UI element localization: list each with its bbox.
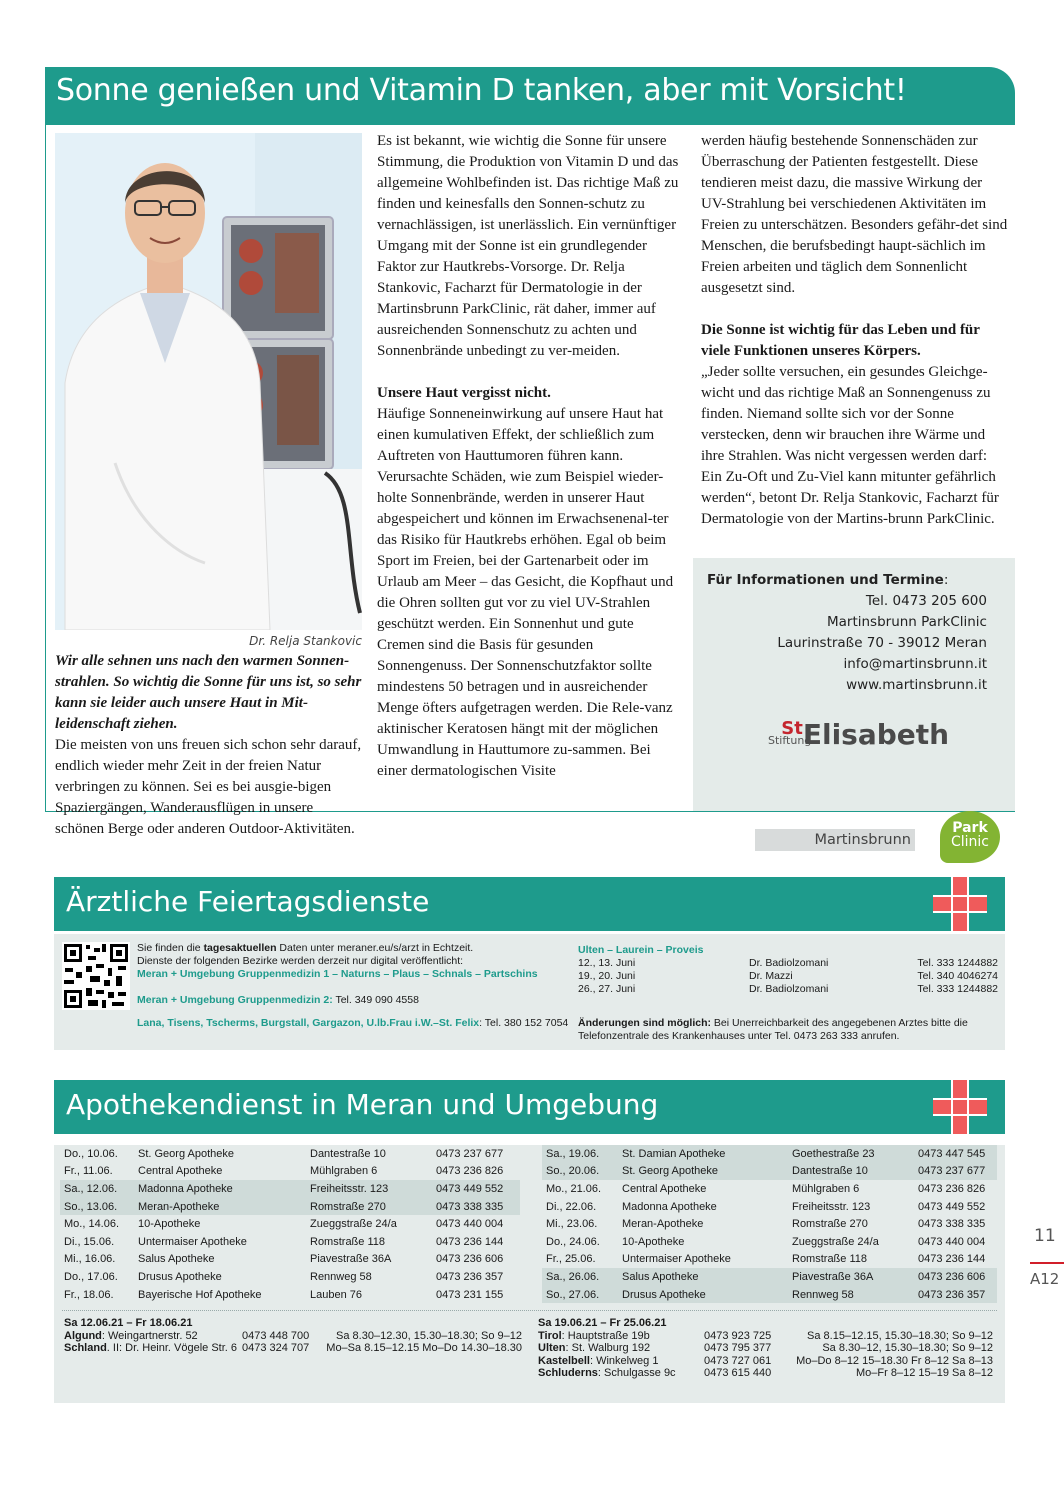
doctor-photo [55, 133, 362, 630]
pharmacy-name: St. Georg Apotheke [618, 1163, 788, 1181]
pharmacy-row [60, 1198, 520, 1216]
pharmacy-tel: 0473 449 552 [432, 1180, 520, 1198]
pharmacy-row [60, 1233, 520, 1251]
pharmacy-row [542, 1251, 997, 1269]
week-row: Schland. II: Dr. Heinr. Vögele Str. 6 0473 324 707 Mo–Sa 8.15–12.15 Mo–Do 14.30–18.30 [64, 1342, 522, 1354]
pharmacy-date: Mi., 16.06. [64, 1253, 116, 1266]
pharmacy-name: Salus Apotheke [138, 1253, 215, 1266]
pharmacy-street: Freiheitsstr. 123 [306, 1180, 432, 1198]
pharmacy-table-right [542, 1145, 997, 1303]
pharmacy-name: Salus Apotheke [618, 1268, 788, 1286]
article-paragraph: Die meisten von uns freuen sich schon sehr darauf, endlich wieder mehr Zeit in der freien Natur verbringen zu können. Sei es bei ausgie-bigen Spaziergängen, Wanderausflügen in unsere schönen Berge oder anderen Outdoor-Aktivitäten. [55, 737, 362, 837]
pharmacy-name: Untermaiser Apotheke [138, 1235, 247, 1248]
pharmacy-row [542, 1145, 997, 1163]
pharmacy-tel: 0473 440 004 [918, 1235, 986, 1248]
doctors-header [54, 877, 1005, 931]
week-hours: Mo–Sa 8.15–12.15 Mo–Do 14.30–18.30 [326, 1342, 522, 1354]
pharmacy-row [60, 1268, 520, 1286]
pharmacy-row [60, 1286, 520, 1304]
pharmacy-row [542, 1215, 997, 1233]
pharmacy-row [542, 1268, 997, 1286]
contact-name: Martinsbrunn ParkClinic [826, 614, 987, 630]
doctors-title: Ärztliche Feiertagsdienste [66, 885, 430, 918]
stiftung-elisabeth-logo: StiftungStElisabeth [768, 718, 950, 751]
article-subheading: Unsere Haut vergisst nicht. [377, 385, 551, 401]
pharmacy-name: Untermaiser Apotheke [622, 1253, 731, 1266]
pharmacy-date: Do., 24.06. [546, 1235, 600, 1248]
doctor-group-2: Meran + Umgebung Gruppenmedizin 2: Tel. 349 090 4558 [137, 994, 419, 1006]
doctor-photo-illustration [55, 133, 362, 630]
contact-info-box [693, 558, 1015, 850]
doctors-intro: Sie finden die tagesaktuellen Daten unter meraner.eu/s/arzt in Echtzeit. Dienste der folgenden Bezirke werden derzeit nur digital veröffentlicht: Meran + Umgebung Gruppenmedizin 1 – Naturns – Plaus – Schnals – Partschins [137, 942, 567, 981]
pharmacy-name: Meran-Apotheke [134, 1198, 306, 1216]
contact-info: Für Informationen und Termine: Tel. 0473 205 600 Martinsbrunn ParkClinic Laurinstraße 70 - 39012 Meran info@martinsbrunn.it www.martinsbrunn.it [707, 570, 987, 696]
pharmacy-tel: 0473 236 606 [914, 1268, 997, 1286]
pharmacy-date: So., 13.06. [60, 1198, 134, 1216]
ulten-rows [578, 957, 998, 996]
pharmacy-date: So., 20.06. [542, 1163, 618, 1181]
week-2-schedule: Sa 19.06.21 – Fr 25.06.21 Tirol: Hauptstraße 19b 0473 923 725 Sa 8.15–12.15, 15.30–18.30; So 9–12 Ulten: St. Walburg 192 0473 795 377 Sa 8.30–12, 15.30–18.30; So 9–12 Kastelbell: Winkelweg 1 0473 727 061 Mo–Do 8–12 15–18.30 Fr 8–12 Sa 8–13 Schluderns: Schulgasse 9c 0473 615 440 Mo–Fr 8–12 15–19 Sa 8–12 [538, 1317, 993, 1379]
article-paragraph: Häufige Sonneneinwirkung auf unsere Haut hat einen kumulativen Effekt, der schließlich zum Auftreten von Hauttumoren führen kann. Verursachte Schäden, wie zum Beispiel wieder-holte Sonnenbrände, werden in unserer Haut abgespeichert und können im Erwachsenenal-ter das Risiko für Hautkrebs erhöhen. Egal ob beim Sport im Freien, bei der Gartenarbeit oder im Urlaub am Meer – das Gesicht, die Kopfhaut und die Ohren sollten gut vor zu viel UV-Strahlen geschützt werden. Ein Sonnenhut und gute Cremen sind die Basis für gesunden Sonnengenuss. Der Sonnenschutzfaktor sollte mindestens 50 betragen und in ausreichender Menge öfters aufgetragen werden. Die Rele-vanz aktinischer Keratosen hängt mit der möglichen Umwandlung in Hauttumore zu-sammen. Bei einer dermatologischen Visite [377, 406, 674, 779]
ulten-row: 26., 27. Juni Dr. Badiolzomani Tel. 333 1244882 [578, 983, 998, 995]
pharmacy-title: Apothekendienst in Meran und Umgebung [66, 1088, 659, 1121]
week-tel: 0473 448 700 [242, 1329, 310, 1342]
pharmacy-row [542, 1286, 997, 1304]
pharmacy-street: Piavestraße 36A [788, 1268, 914, 1286]
ulten-schedule: Ulten – Laurein – Proveis 12., 13. Juni Dr. Badiolzomani Tel. 333 1244882 19., 20. Juni Dr. Mazzi Tel. 340 4046274 26., 27. Juni Dr. Badiolzomani Tel. 333 1244882 [578, 944, 998, 995]
article-paragraph: werden häufig bestehende Sonnenschäden zur Überraschung der Patienten festgestellt. Diese tendieren meist dazu, die massive Wirkung der UV-Strahlung bei verschiedenen Aktivitäten im Freien zu unterschätzen. Besonders gefähr-det sind Menschen, die berufsbedingt haupt-sächlich im Freien arbeiten und täglich dem Sonnenlicht ausgesetzt sind. [701, 133, 1008, 296]
pharmacy-row [542, 1180, 997, 1198]
pharmacy-row [542, 1198, 997, 1216]
pharmacy-tel: 0473 338 335 [918, 1218, 986, 1231]
pharmacy-street: Dantestraße 10 [310, 1147, 386, 1160]
contact-email-link[interactable]: info@martinsbrunn.it [843, 656, 987, 672]
pharmacy-street: Romstraße 118 [792, 1253, 867, 1266]
pharmacy-tel: 0473 237 677 [436, 1147, 504, 1160]
pharmacy-street: Freiheitsstr. 123 [792, 1200, 871, 1213]
pharmacy-tel: 0473 236 357 [914, 1286, 997, 1304]
pharmacy-tel: 0473 236 144 [436, 1235, 504, 1248]
article-subheading: Die Sonne ist wichtig für das Leben und für viele Funktionen unseres Körpers. [701, 322, 980, 359]
pharmacy-street: Romstraße 118 [310, 1235, 385, 1248]
week-hours: Sa 8.15–12.15, 15.30–18.30; So 9–12 [807, 1329, 993, 1342]
page-number: 11 [1034, 1226, 1056, 1246]
pharmacy-name: Central Apotheke [138, 1165, 223, 1178]
contact-title: Für Informationen und Termine [707, 572, 944, 588]
contact-phone[interactable]: Tel. 0473 205 600 [865, 593, 987, 609]
pharmacy-row [60, 1215, 520, 1233]
week-place: Tirol [538, 1329, 562, 1342]
doctor-group-3: Lana, Tisens, Tscherms, Burgstall, Gargazon, U.lb.Frau i.W.–St. Felix: Tel. 380 152 7054 [137, 1017, 569, 1029]
pharmacy-date: Do., 17.06. [64, 1270, 118, 1283]
pharmacy-street: Piavestraße 36A [310, 1253, 392, 1266]
pharmacy-date: Fr., 11.06. [64, 1165, 113, 1178]
pharmacy-header [54, 1080, 1005, 1134]
pharmacy-tel: 0473 338 335 [432, 1198, 520, 1216]
pharmacy-date: Sa., 19.06. [542, 1145, 618, 1163]
article-lead: Wir alle sehnen uns nach den warmen Sonnen-strahlen. So wichtig die Sonne für uns ist, so sehr kann sie leider auch unsere Haut in Mit-leidenschaft ziehen. [55, 653, 362, 732]
week-row: Kastelbell: Winkelweg 1 0473 727 061 Mo–Do 8–12 15–18.30 Fr 8–12 Sa 8–13 [538, 1354, 993, 1367]
week-hours: Mo–Do 8–12 15–18.30 Fr 8–12 Sa 8–13 [796, 1354, 993, 1367]
pharmacy-street: Rennweg 58 [310, 1270, 372, 1283]
week-tel: 0473 324 707 [242, 1342, 310, 1354]
pharmacy-name: Drusus Apotheke [618, 1286, 788, 1304]
pharmacy-street: Romstraße 270 [792, 1218, 868, 1231]
pharmacy-row [60, 1163, 520, 1181]
pharmacy-tel: 0473 237 677 [914, 1163, 997, 1181]
contact-website-link[interactable]: www.martinsbrunn.it [846, 677, 987, 693]
article-title: Sonne genießen und Vitamin D tanken, aber mit Vorsicht! [56, 73, 907, 108]
pharmacy-street: Lauben 76 [310, 1288, 362, 1301]
page-section: A12 [1030, 1270, 1060, 1288]
pharmacy-table-left [60, 1145, 520, 1303]
pharmacy-date: Sa., 12.06. [60, 1180, 134, 1198]
pharmacy-street: Mühlgraben 6 [310, 1165, 378, 1178]
medical-cross-icon [933, 877, 987, 931]
changes-notice: Änderungen sind möglich: Bei Unerreichbarkeit des angegebenen Arztes bitte die Telefonzentrale des Krankenhauses unter Tel. 0473 263 333 anrufen. [578, 1017, 968, 1042]
pharmacy-date: Do., 10.06. [64, 1147, 118, 1160]
pharmacy-tel: 0473 447 545 [914, 1145, 997, 1163]
pharmacy-street: Zueggstraße 24/a [792, 1235, 879, 1248]
pharmacy-tel: 0473 236 144 [918, 1253, 986, 1266]
pharmacy-name: Madonna Apotheke [134, 1180, 306, 1198]
pharmacy-street: Rennweg 58 [788, 1286, 914, 1304]
pharmacy-date: Di., 15.06. [64, 1235, 115, 1248]
pharmacy-name: Meran-Apotheke [622, 1218, 704, 1231]
pharmacy-name: Bayerische Hof Apotheke [138, 1288, 262, 1301]
pharmacy-row [542, 1233, 997, 1251]
pharmacy-tel: 0473 440 004 [436, 1218, 504, 1231]
pharmacy-date: Di., 22.06. [546, 1200, 597, 1213]
week-tel: 0473 923 725 [704, 1329, 772, 1342]
page-divider [1030, 1262, 1064, 1264]
pharmacy-name: Central Apotheke [622, 1182, 707, 1195]
qr-code-icon[interactable] [62, 942, 130, 1010]
pharmacy-date: Mo., 21.06. [546, 1182, 602, 1195]
martinsbrunn-logo: Martinsbrunn [755, 829, 915, 851]
pharmacy-date: So., 27.06. [542, 1286, 618, 1304]
park-clinic-logo: Park Clinic [940, 811, 1000, 863]
week-tel: 0473 615 440 [704, 1367, 772, 1379]
pharmacy-row [60, 1145, 520, 1163]
pharmacy-date: Mi., 23.06. [546, 1218, 598, 1231]
article-paragraph: „Jeder sollte versuchen, ein gesundes Gleichge-wicht und das richtige Maß an Sonnengenuss zu finden. Niemand sollte sich vor der Sonne verstecken, denn wir brauchen ihre Wärme und ihre Strahlen. Was nicht vergessen werden darf: Ein Zu-Oft und Zu-Viel kann mitunter gefährlich werden“, betont Dr. Relja Stankovic, Facharzt für Dermatologie von der Martins-brunn ParkClinic. [701, 364, 999, 527]
week-tel: 0473 727 061 [704, 1354, 772, 1367]
week-hours: Sa 8.30–12.30, 15.30–18.30; So 9–12 [336, 1329, 522, 1342]
week-place: Ulten [538, 1342, 566, 1354]
article-column-1 [55, 651, 362, 840]
pharmacy-name: 10-Apotheke [622, 1235, 685, 1248]
week-place: Kastelbell [538, 1354, 590, 1367]
pharmacy-name: Madonna Apotheke [622, 1200, 717, 1213]
pharmacy-row [60, 1251, 520, 1269]
ulten-row: 19., 20. Juni Dr. Mazzi Tel. 340 4046274 [578, 970, 998, 982]
week-row: Tirol: Hauptstraße 19b 0473 923 725 Sa 8.15–12.15, 15.30–18.30; So 9–12 [538, 1329, 993, 1342]
week-row: Algund: Weingartnerstr. 52 0473 448 700 Sa 8.30–12.30, 15.30–18.30; So 9–12 [64, 1329, 522, 1342]
week-hours: Sa 8.30–12, 15.30–18.30; So 9–12 [822, 1342, 993, 1354]
article-column-2 [377, 131, 684, 782]
article [45, 67, 1015, 850]
pharmacy-name: 10-Apotheke [138, 1218, 201, 1231]
pharmacy-row [542, 1163, 997, 1181]
contact-address: Laurinstraße 70 - 39012 Meran [777, 635, 987, 651]
article-column-3 [701, 131, 1009, 530]
photo-caption: Dr. Relja Stankovic [249, 634, 362, 648]
week-1-schedule: Sa 12.06.21 – Fr 18.06.21 Algund: Weingartnerstr. 52 0473 448 700 Sa 8.30–12.30, 15.30–18.30; So 9–12 Schland. II: Dr. Heinr. Vögele Str. 6 0473 324 707 Mo–Sa 8.15–12.15 Mo–Do 14.30–18.30 [64, 1317, 522, 1354]
week-row: Schluderns: Schulgasse 9c 0473 615 440 Mo–Fr 8–12 15–19 Sa 8–12 [538, 1367, 993, 1379]
article-paragraph: Es ist bekannt, wie wichtig die Sonne für unsere Stimmung, die Produktion von Vitamin D und das allgemeine Wohlbefinden ist. Das richtige Maß zu finden und keinesfalls den Sonnen-schutz zu vernachlässigen, ist unerlässlich. Ein vernünftiger Umgang mit der Sonne ist ein grundlegender Faktor zur Hautkrebs-Vorsorge. Dr. Relja Stankovic, Facharzt für Dermatologie in der Martinsbrunn ParkClinic, rät daher, immer auf ausreichenden Sonnenschutz zu achten und Sonnenbrände unbedingt zu ver-meiden. [377, 133, 679, 359]
week-place: Algund [64, 1329, 102, 1342]
pharmacy-name: Drusus Apotheke [138, 1270, 222, 1283]
doctors-box [54, 934, 1005, 1050]
pharmacy-tel: 0473 236 606 [436, 1253, 504, 1266]
pharmacy-tel: 0473 236 357 [436, 1270, 504, 1283]
pharmacy-street: Zueggstraße 24/a [310, 1218, 397, 1231]
pharmacy-name: St. Georg Apotheke [138, 1147, 235, 1160]
pharmacy-name: St. Damian Apotheke [618, 1145, 788, 1163]
pharmacy-row [60, 1180, 520, 1198]
week-place: Schluderns [538, 1367, 598, 1379]
pharmacy-date: Fr., 25.06. [546, 1253, 596, 1266]
pharmacy-tel: 0473 236 826 [918, 1182, 986, 1195]
week-place: Schland [64, 1342, 107, 1354]
week-hours: Mo–Fr 8–12 15–19 Sa 8–12 [856, 1367, 993, 1379]
pharmacy-street: Dantestraße 10 [788, 1163, 914, 1181]
article-header [46, 67, 1015, 125]
week-row: Ulten: St. Walburg 192 0473 795 377 Sa 8.30–12, 15.30–18.30; So 9–12 [538, 1342, 993, 1354]
medical-cross-icon [933, 1080, 987, 1134]
pharmacy-box [54, 1145, 1005, 1403]
pharmacy-date: Fr., 18.06. [64, 1288, 114, 1301]
week-tel: 0473 795 377 [704, 1342, 772, 1354]
pharmacy-street: Romstraße 270 [306, 1198, 432, 1216]
pharmacy-street: Mühlgraben 6 [792, 1182, 860, 1195]
pharmacy-date: Sa., 26.06. [542, 1268, 618, 1286]
pharmacy-street: Goethestraße 23 [788, 1145, 914, 1163]
doctor-group-1: Meran + Umgebung Gruppenmedizin 1 – Naturns – Plaus – Schnals – Partschins [137, 968, 538, 980]
pharmacy-tel: 0473 236 826 [436, 1165, 504, 1178]
pharmacy-date: Mo., 14.06. [64, 1218, 120, 1231]
pharmacy-tel: 0473 449 552 [918, 1200, 986, 1213]
divider [62, 1310, 997, 1311]
pharmacy-tel: 0473 231 155 [436, 1288, 504, 1301]
ulten-row: 12., 13. Juni Dr. Badiolzomani Tel. 333 1244882 [578, 957, 998, 969]
